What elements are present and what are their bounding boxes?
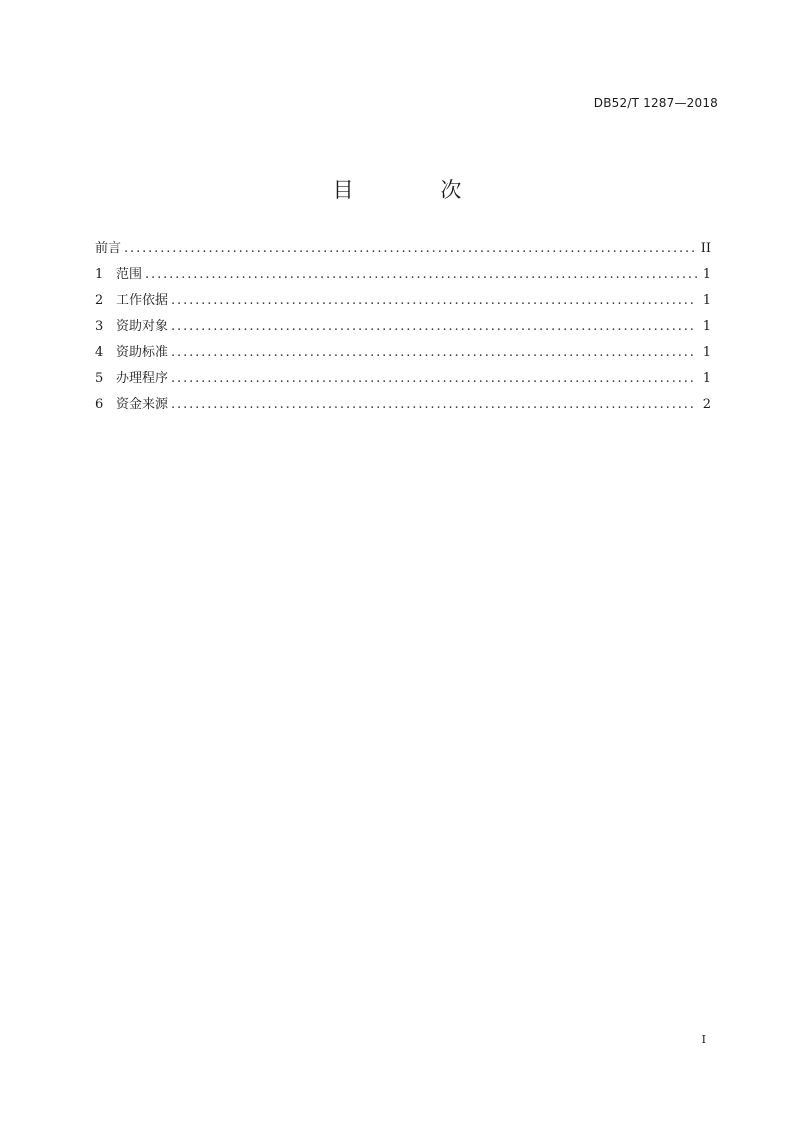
toc-item-number: 4 (95, 345, 104, 360)
toc-item-number: 2 (95, 293, 104, 308)
toc-item-beneficiaries[interactable] (95, 316, 711, 342)
toc-item-standards[interactable] (95, 342, 711, 368)
toc-leader-dots (171, 394, 697, 416)
toc-item-page: 1 (702, 371, 711, 386)
toc-leader-dots (145, 264, 697, 286)
toc-item-label: 资助标准 (116, 345, 169, 360)
toc-item-number: 3 (95, 319, 104, 334)
toc-item-basis[interactable] (95, 290, 711, 316)
toc-item-label: 办理程序 (116, 371, 169, 386)
toc-item-label: 工作依据 (116, 293, 169, 308)
toc-item-foreword[interactable] (95, 238, 711, 264)
toc-item-label: 资助对象 (116, 319, 169, 334)
toc-item-label: 范围 (116, 267, 143, 282)
toc-item-page: 1 (702, 293, 711, 308)
table-of-contents (95, 238, 711, 420)
toc-leader-dots (171, 316, 697, 338)
toc-item-number: 5 (95, 371, 104, 386)
toc-item-page: 1 (702, 319, 711, 334)
toc-item-label: 资金来源 (116, 397, 169, 412)
toc-leader-dots (124, 238, 695, 260)
toc-item-number: 6 (95, 397, 104, 412)
document-code: DB52/T 1287—2018 (593, 96, 718, 110)
toc-item-page: II (700, 241, 711, 256)
toc-item-procedure[interactable] (95, 368, 711, 394)
toc-item-page: 1 (702, 267, 711, 282)
toc-item-page: 2 (702, 397, 711, 412)
toc-item-label: 前言 (95, 241, 122, 256)
toc-leader-dots (171, 342, 697, 364)
toc-item-page: 1 (702, 345, 711, 360)
toc-leader-dots (171, 290, 697, 312)
toc-title: 目 次 (332, 178, 502, 202)
toc-item-funding[interactable] (95, 394, 711, 420)
toc-leader-dots (171, 368, 697, 390)
page-number: I (701, 1033, 706, 1046)
toc-item-scope[interactable] (95, 264, 711, 290)
toc-item-number: 1 (95, 267, 104, 282)
